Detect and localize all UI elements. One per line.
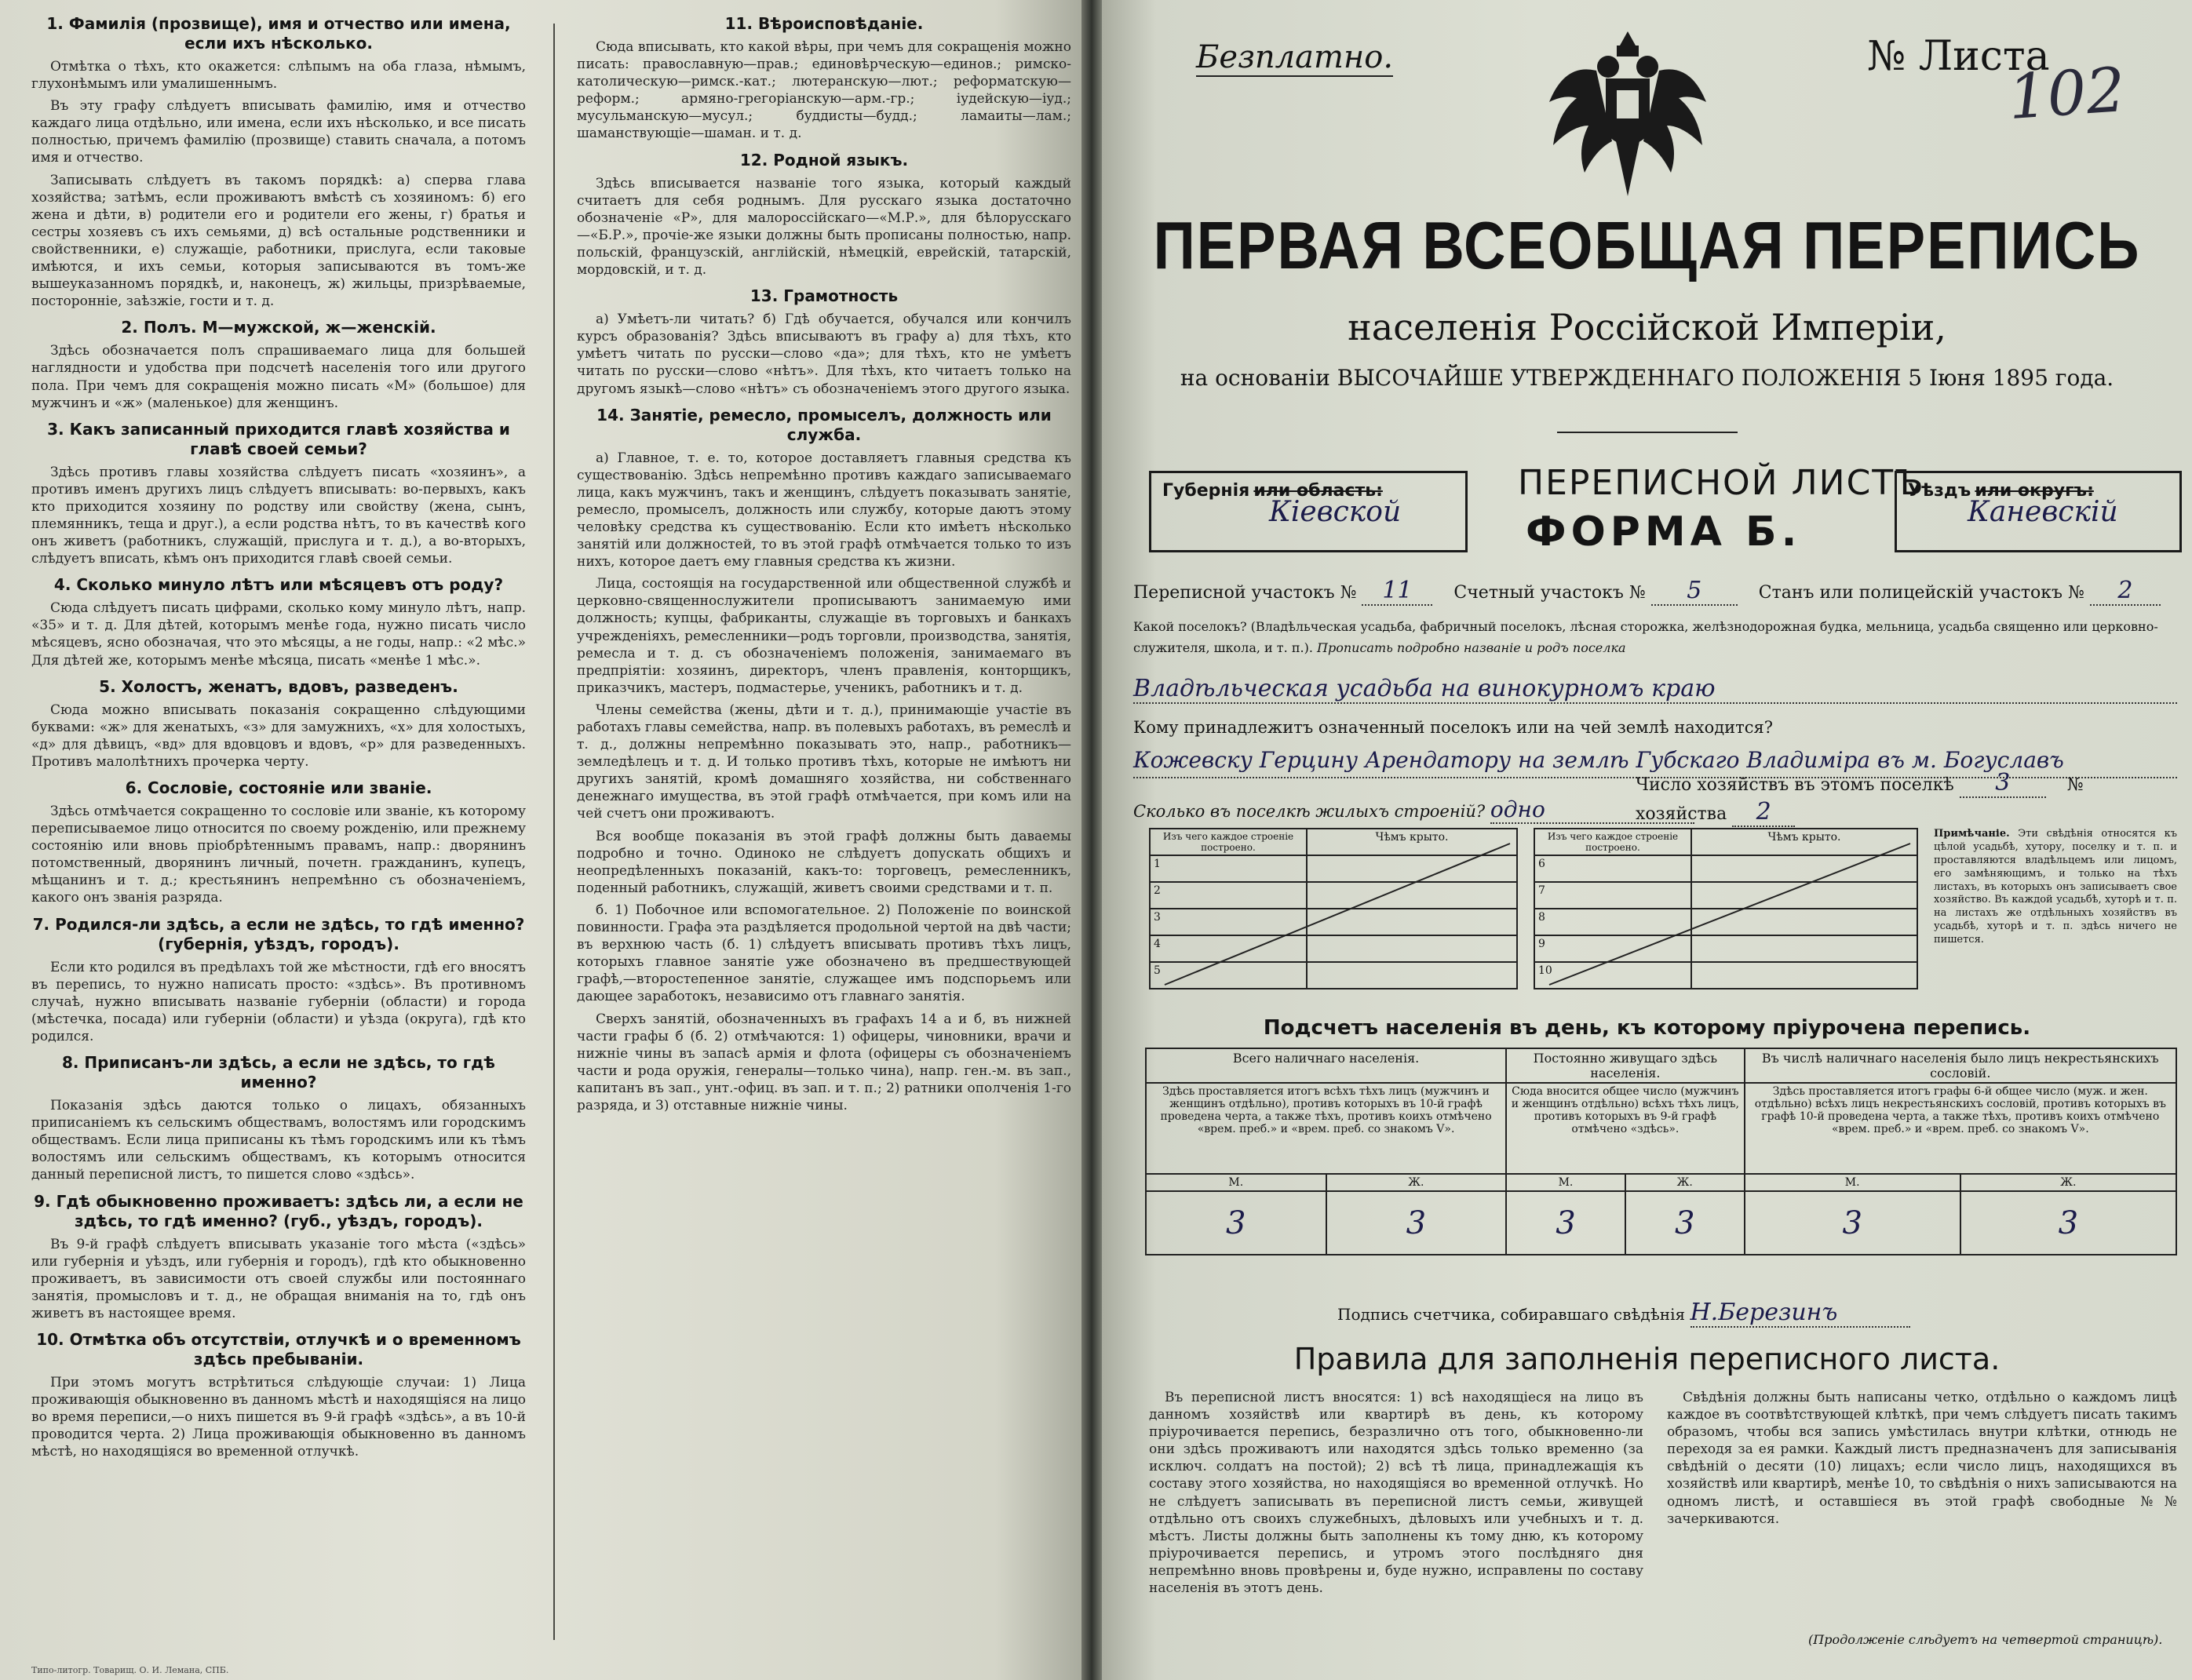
section-text: Здѣсь отмѣчается сокращенно то сословіе или званіе, къ которому переписываемое лицо относится по своему рожденію, или прежнему состоянію или вновь пріобрѣтеннымъ правамъ, напр.: дворянинъ потомственный, дворянинъ личный, почетн. гражданинъ, купецъ, мѣщанинъ и т. д.; крестьянинъ непремѣнно съ обозначеніемъ, какого онъ званія разряда.: [31, 804, 526, 906]
row-10: 10: [1534, 962, 1691, 989]
col-roof: Чѣмъ крыто.: [1691, 829, 1917, 855]
male-label: М.: [1506, 1174, 1625, 1191]
count-label: Счетный участокъ №: [1453, 583, 1646, 603]
column-divider: [553, 24, 555, 1640]
section-text: Здѣсь противъ главы хозяйства слѣдуетъ писать «хозяинъ», а противъ именъ другихъ лицъ слѣдуетъ вписывать: во-первыхъ, какъ кто приходится хозяину по родству или свойству (жена, сынъ, племянникъ, теща и друг.), а если родства нѣтъ, то въ качествѣ кого онъ живетъ (работникъ, служащій, прислуга и т. д.), а во-вторыхъ, слѣдуетъ вписать, кѣмъ онъ приходится главѣ своей семьи.: [31, 464, 526, 567]
summary-desc-total: Здѣсь проставляется итогъ всѣхъ тѣхъ лицъ (мужчинъ и женщинъ отдѣльно), противъ которыхъ въ 10-й графѣ проведена черта, а также тѣхъ, противъ коихъ отмѣчено «врем. преб.» и «врем. преб. со знакомъ V».: [1146, 1083, 1506, 1174]
page-title: ПЕРВАЯ ВСЕОБЩАЯ ПЕРЕПИСЬ: [1153, 207, 2141, 283]
total-female-count: 3: [1326, 1191, 1507, 1255]
strike-line-a: [1149, 828, 1518, 993]
section-heading: 11. Вѣроисповѣданіе.: [724, 14, 924, 33]
section-text: Показанія здѣсь даются только о лицахъ, обязанныхъ приписаніемъ къ сельскимъ обществамъ, волостямъ или городскимъ обществамъ. Если лица приписаны къ тѣмъ городскимъ или къ тѣмъ волостямъ или сельскимъ обществамъ, къ которымъ относится данный переписной листъ, то пишется слово «здѣсь».: [31, 1098, 526, 1183]
female-label: Ж.: [1326, 1174, 1507, 1191]
uezd-box: [1895, 471, 2182, 552]
section-text: б. 1) Побочное или вспомогательное. 2) Положеніе по воинской повинности. Графа эта раздѣляется продольной чертой на двѣ части; въ верхнюю часть (б. 1) слѣдуетъ вписывать противъ тѣхъ лицъ, которыхъ главное занятіе уже обозначено въ предшествующей графѣ,—второстепенное занятіе, служащее имъ подспорьемъ или дающее заработокъ, независимо отъ главнаго занятія.: [577, 902, 1071, 1005]
stan-label: Станъ или полицейскій участокъ №: [1758, 583, 2084, 603]
row-1: 1: [1150, 855, 1307, 882]
section-text: Сюда вписывать, кто какой вѣры, при чемъ для сокращенія можно писать: православную—прав.; единовѣрческую—единов.; римско-католическую—римск.-кат.; лютеранскую—лют.; реформатскую—реформ.; армяно-грегоріанскую—арм.-гр.; іудейскую—іуд.; мусульманскую—мусул.; буддисты—будд.; ламаиты—лам.; шаманствующіе—шаман. и т. д.: [577, 39, 1071, 142]
row-9: 9: [1534, 935, 1691, 962]
buildings-table-left: [1149, 828, 1518, 989]
instructions-column-right: [577, 6, 1071, 1646]
section-heading: 10. Отмѣтка объ отсутствіи, отлучкѣ и о временномъ здѣсь пребываніи.: [36, 1329, 521, 1368]
section-text: а) Главное, т. е. то, которое доставляетъ главныя средства къ существованію. Здѣсь непремѣнно противъ каждаго записываемаго лица, какъ мужчинъ, такъ и женщинъ, слѣдуетъ показывать занятіе, ремесло, промыселъ, должность или службу, которые даютъ этому человѣку средства къ существованію. Если кто имѣетъ нѣсколько занятій или должностей, то въ этой графѣ отмѣчается только то изъ нихъ, которое даетъ ему главныя средства къ жизни.: [577, 450, 1071, 570]
section-heading: 3. Какъ записанный приходится главѣ хозяйства и главѣ своей семьи?: [47, 419, 510, 458]
section-text: Сюда можно вписывать показанія сокращенно слѣдующими буквами: «ж» для женатыхъ, «з» для замужнихъ, «х» для холостыхъ, «д» для дѣвицъ, «вд» для вдовцовъ и вдовъ, «р» для разведенныхъ. Противъ малолѣтнихъ прочерка черту.: [31, 702, 526, 770]
section-text: Если кто родился въ предѣлахъ той же мѣстности, гдѣ его вносятъ въ перепись, то нужно написать просто: «здѣсь». Въ противномъ случаѣ, нужно вписывать названіе губерніи (области) и города (мѣстечка, посада) или губерніи (области) и уѣзда (округа), гдѣ кто родился.: [31, 959, 526, 1044]
summary-head-nonpeasant: Въ числѣ наличнаго населенія было лицъ некрестьянскихъ сословій.: [1745, 1048, 2176, 1083]
buildings-label: Сколько въ поселкѣ жилыхъ строеній?: [1133, 802, 1486, 821]
uezd-value: Каневскій: [1968, 496, 2118, 528]
guberniya-label: Губернія: [1162, 481, 1250, 501]
row-3: 3: [1150, 909, 1307, 935]
summary-head-permanent: Постоянно живущаго здѣсь населенія.: [1506, 1048, 1744, 1083]
permanent-male-count: 3: [1506, 1191, 1625, 1255]
household-no-label: № хозяйства: [1636, 775, 2084, 824]
section-text: Сверхъ занятій, обозначенныхъ въ графахъ 14 а и б, въ нижней части графы б (б. 2) отмѣчаются: 1) офицеры, чиновники, врачи и нижніе чины въ запасѣ армія и флота (офицеры съ обозначеніемъ части и рода оружія, генералы—только чина), напр. ген.-м. въ зап., капитанъ въ зап., унт.-офиц. въ зап. и т. п.; 2) ратники ополченія 1-го разряда, и 3) отставные нижніе чины.: [577, 1011, 1071, 1113]
male-label: М.: [1146, 1174, 1326, 1191]
left-page: [0, 0, 1081, 1680]
rules-title: Правила для заполненія переписного листа.: [1293, 1342, 2001, 1376]
section-heading: 5. Холостъ, женатъ, вдовъ, разведенъ.: [99, 676, 458, 696]
summary-desc-nonpeasant: Здѣсь проставляется итогъ графы 6-й общее число (муж. и жен. отдѣльно) всѣхъ лицъ некрестьянскихъ сословій, противъ которыхъ въ графѣ 10-й проведена черта, а также тѣхъ, противъ коихъ отмѣчено «врем. преб.» и «врем. преб. со знакомъ V».: [1745, 1083, 2176, 1174]
guberniya-label-struck: или область:: [1253, 481, 1383, 501]
signature-label: Подпись счетчика, собиравшаго свѣдѣнія: [1337, 1305, 1686, 1324]
rules-column-right: [1667, 1389, 2177, 1624]
section-text: Сюда слѣдуетъ писать цифрами, сколько кому минуло лѣтъ, напр. «35» и т. д. Для дѣтей, которымъ менѣе года, нужно писать число мѣсяцевъ, ясно обозначая, что это мѣсяцы, а не годы, напр.: «2 мѣс.» Для дѣтей же, которымъ менѣе мѣсяца, писать «менѣе 1 мѣс.».: [31, 600, 526, 669]
uezd-label-struck: или округъ:: [1975, 481, 2094, 501]
section-heading: 14. Занятіе, ремесло, промыселъ, должность или служба.: [596, 405, 1052, 444]
sheet-number-value: 102: [2006, 54, 2128, 134]
settlement-value: Владѣльческая усадьба на винокурномъ краю: [1133, 675, 2177, 704]
female-label: Ж.: [1960, 1174, 2176, 1191]
section-text: Отмѣтка о тѣхъ, кто окажется: слѣпымъ на оба глаза, нѣмымъ, глухонѣмымъ или умалишеннымъ.: [31, 59, 526, 93]
section-heading: 1. Фамилія (прозвище), имя и отчество или имена, если ихъ нѣсколько.: [46, 14, 511, 53]
female-label: Ж.: [1625, 1174, 1745, 1191]
section-heading: 2. Полъ. М—мужской, ж—женскій.: [121, 318, 436, 337]
section-text: Здѣсь обозначается полъ спрашиваемаго лица для большей наглядности и удобства при подсчетѣ населенія того или другого пола. При чемъ для сокращенія можно писать «М» (большое) для мужчинъ и «ж» (маленькое) для женщинъ.: [31, 343, 526, 411]
section-text: Здѣсь вписывается названіе того языка, который каждый считаетъ для себя роднымъ. Для русскаго языка достаточно обозначеніе «Р», для малороссійскаго—«М.Р.», для бѣлорусскаго—«Б.Р.», прочіе-же языки должны быть прописаны полностью, напр. польскій, французскій, англійскій, нѣмецкій, еврейскій, татарскій, мордовскій, и т. д.: [577, 175, 1071, 279]
guberniya-box: [1149, 471, 1468, 552]
section-text: Вся вообще показанія въ этой графѣ должны быть даваемы подробно и точно. Одиноко не слѣдуетъ допускать общихъ и неопредѣленныхъ показаній, какъ-то: торговецъ, ремесленникъ, поденный работникъ, служащій, живетъ своими средствами и т. п.: [577, 828, 1071, 896]
summary-desc-permanent: Сюда вносится общее число (мужчинъ и женщинъ отдѣльно) всѣхъ тѣхъ лицъ, противъ которыхъ въ 9-й графѣ отмѣчено «здѣсь».: [1506, 1083, 1744, 1174]
instructions-column-left: [31, 6, 526, 1646]
precinct-value: 11: [1362, 577, 1432, 606]
row-2: 2: [1150, 882, 1307, 909]
signature-value: Н.Березинъ: [1691, 1299, 1910, 1328]
note-text: Эти свѣдѣнія относятся къ цѣлой усадьбѣ, хутору, поселку и т. п. и проставляются владѣльцемъ или лицомъ, его замѣняющимъ, и только на тѣхъ листахъ, въ которыхъ онъ записываетъ свое хозяйство. Въ каждой усадьбѣ, хуторѣ и т. п. на листахъ же отдѣльныхъ хозяйствъ въ усадьбѣ, хуторѣ и т. п. здѣсь ничего не пишется.: [1934, 828, 2177, 946]
summary-head-total: Всего наличнаго населенія.: [1146, 1048, 1506, 1083]
precinct-label: Переписной участокъ №: [1133, 583, 1357, 603]
signature-row: [1337, 1299, 2122, 1328]
section-text: При этомъ могутъ встрѣтиться слѣдующіе случаи: 1) Лица проживающія обыкновенно въ данномъ мѣстѣ и находящіяся на лицо во время переписи,—о нихъ пишется въ 9-й графѣ «здѣсь», а въ 10-й проводится черта. 2) Лица проживающія обыкновенно въ данномъ мѣстѣ, но находящіяся во временной отлучкѣ.: [31, 1374, 526, 1460]
row-8: 8: [1534, 909, 1691, 935]
section-heading: 4. Сколько минуло лѣтъ или мѣсяцевъ отъ роду?: [53, 575, 504, 595]
book-gutter: [1081, 0, 1102, 1680]
nonpeasant-female-count: 3: [1960, 1191, 2176, 1255]
stan-value: 2: [2090, 577, 2161, 606]
note-title: Примѣчаніе.: [1934, 828, 2010, 840]
page-subtitle-decree: на основаніи ВЫСОЧАЙШЕ УТВЕРЖДЕННАГО ПОЛОЖЕНІЯ 5 Іюня 1895 года.: [1180, 365, 2114, 391]
household-no-value: 2: [1732, 798, 1795, 827]
double-headed-eagle-emblem: [1541, 24, 1714, 212]
buildings-table-right: [1534, 828, 1918, 989]
continue-note: (Продолженіе слѣдуетъ на четвертой страницѣ).: [1808, 1632, 2163, 1647]
printer-imprint: Типо-литогр. Товарищ. О. И. Лемана, СПБ.: [31, 1665, 229, 1675]
male-label: М.: [1745, 1174, 1960, 1191]
section-text: Записывать слѣдуетъ въ такомъ порядкѣ: а) сперва глава хозяйства; затѣмъ, если проживаютъ вмѣстѣ съ хозяиномъ: б) его жена и дѣти, в) родители его и родители его жены, г) братья и сестры хозяевъ съ ихъ семьями, д) всѣ остальные родственники и свойственники, е) служащіе, работники, прислуга, если таковые имѣются, и ихъ семьи, которыя записываются въ томъ-же вышеуказанномъ порядкѣ, и, наконецъ, ж) жильцы, призрѣваемые, посторонніе, заѣзжіе, гости и т. д.: [31, 172, 526, 310]
guberniya-value: Кіевской: [1269, 496, 1402, 528]
section-text: Въ 9-й графѣ слѣдуетъ вписывать указаніе того мѣста («здѣсь» или губернія и уѣздъ, или губернія и городъ), гдѣ кто обыкновенно проживаетъ, въ зависимости отъ своей службы или постояннаго занятія, промысловъ и т. д., не обращая вниманія на то, гдѣ онъ живетъ въ настоящее время.: [31, 1236, 526, 1321]
census-form-page: [1102, 0, 2192, 1680]
section-text: Члены семейства (жены, дѣти и т. д.), принимающіе участіе въ работахъ главы семейства, напр. въ полевыхъ работахъ, въ ремеслѣ и т. д., должны непремѣнно показывать это, напр., работникъ—земледѣлецъ и т. д. И только противъ тѣхъ, которые не имѣютъ ни другихъ занятій, кромѣ домашняго хозяйства, ни собственнаго денежнаго имущества, въ этой графѣ отмѣчается, при комъ или на чей счетъ они проживаютъ.: [577, 702, 1071, 822]
buildings-note: [1934, 828, 2177, 947]
settlement-note: Прописать подробно названіе и родъ поселка: [1317, 640, 1626, 656]
section-text: а) Умѣетъ-ли читать? б) Гдѣ обучается, обучался или кончилъ курсъ образованія? Здѣсь вписываютъ въ графу а) для тѣхъ, кто умѣетъ читать по русски—слово «да»; для тѣхъ, кто не умѣетъ читать по русски—слово «нѣтъ». Для тѣхъ, кто читаетъ только на другомъ языкѣ—слово «нѣтъ» съ обозначеніемъ этого другого языка.: [577, 312, 1071, 397]
section-heading: 9. Гдѣ обыкновенно проживаетъ: здѣсь ли, а если не здѣсь, то гдѣ именно? (губ., уѣздъ, городъ).: [34, 1191, 523, 1230]
col-material: Изъ чего каждое строеніе построено.: [1534, 829, 1691, 855]
settlement-label: Какой поселокъ? (Владѣльческая усадьба, фабричный поселокъ, лѣсная сторожка, желѣзнодорожная будка, мельница, усадьба священно или церковно-служителя, школа, и т. п.).: [1133, 619, 2158, 656]
section-heading: 12. Родной языкъ.: [739, 150, 909, 169]
summary-title: Подсчетъ населенія въ день, къ которому пріурочена перепись.: [1263, 1016, 2031, 1040]
section-text: Лица, состоящія на государственной или общественной службѣ и церковно-священнослужители прописываютъ занимаемую ими должность; купцы, фабриканты, служащіе въ торговыхъ и банкахъ учрежденіяхъ, ремесленники—родъ торговли, производства, занятія, ремесла и т. д. съ обозначеніемъ положенія, занимаемаго въ предпріятіи: хозяинъ, директоръ, членъ правленія, конторщикъ, приказчикъ, мастеръ, подмастерье, ученикъ, работникъ и т. д.: [577, 576, 1071, 696]
section-heading: 6. Сословіе, состояніе или званіе.: [125, 778, 432, 797]
uezd-label: Уѣздъ: [1908, 481, 1971, 501]
precinct-row: [1133, 577, 2177, 606]
buildings-value: одно: [1490, 796, 1694, 824]
permanent-female-count: 3: [1625, 1191, 1745, 1255]
rules-text-right: Свѣдѣнія должны быть написаны четко, отдѣльно о каждомъ лицѣ каждое въ соотвѣтствующей клѣткѣ, при чемъ слѣдуетъ писать такимъ образомъ, чтобы вся запись умѣстилась внутри клѣтки, отнюдь не переходя за ея рамки. Каждый листъ предназначенъ для записыванія свѣдѣній о десяти (10) лицахъ; если число лицъ, находящихся въ хозяйствѣ или квартирѣ, менѣе 10, то свѣдѣнія о нихъ записываются на одномъ листѣ, и оставшіеся въ этой графѣ свободные №№ зачеркиваются.: [1667, 1390, 2177, 1527]
form-title: ПЕРЕПИСНОЙ ЛИСТЪ: [1518, 463, 1925, 503]
nonpeasant-male-count: 3: [1745, 1191, 1960, 1255]
households-value: 3: [1960, 769, 2046, 798]
col-material: Изъ чего каждое строеніе построено.: [1150, 829, 1307, 855]
col-roof: Чѣмъ крыто.: [1307, 829, 1517, 855]
population-summary-table: [1145, 1048, 2177, 1255]
owner-label: Кому принадлежитъ означенный поселокъ или на чей землѣ находится?: [1133, 718, 1774, 737]
section-heading: 8. Приписанъ-ли здѣсь, а если не здѣсь, то гдѣ именно?: [61, 1053, 496, 1092]
total-male-count: 3: [1146, 1191, 1326, 1255]
form-name: ФОРМА Б.: [1526, 508, 1802, 556]
section-heading: 7. Родился-ли здѣсь, а если не здѣсь, то гдѣ именно? (губернія, уѣздъ, городъ).: [32, 914, 525, 953]
strike-line-b: [1534, 828, 1918, 993]
buildings-row: [1133, 796, 2177, 824]
count-value: 5: [1651, 577, 1738, 606]
households-label: Число хозяйствъ въ этомъ поселкѣ: [1636, 775, 1954, 795]
section-heading: 13. Грамотность: [750, 286, 899, 306]
rules-text-left: Въ переписной листъ вносятся: 1) всѣ находящіеся на лицо въ данномъ хозяйствѣ или квартирѣ въ день, къ которому пріурочивается перепись, безразлично отъ того, обыкновенно-ли они здѣсь проживаютъ или находятся здѣсь только временно (за исключ. солдатъ на постой); 2) всѣ тѣ лица, принадлежащія къ составу этого хозяйства, но находящіяся во временной отлучкѣ. Но не слѣдуетъ записывать въ переписной листъ семьи, живущей отдѣльно отъ своихъ служебныхъ, дѣловыхъ или учебныхъ и т. д. мѣстъ. Листы должны быть заполнены къ тому дню, къ которому пріурочивается перепись, и утромъ этого послѣдняго дня непремѣнно вновь провѣрены и, буде нужно, исправлены по составу населенія въ этотъ день.: [1149, 1390, 1643, 1597]
row-7: 7: [1534, 882, 1691, 909]
page-subtitle: населенія Россійской Имперіи,: [1348, 306, 1946, 348]
title-rule: [1557, 432, 1738, 433]
row-6: 6: [1534, 855, 1691, 882]
sheet-number-label: № Листа: [1867, 33, 2050, 80]
free-label: Безплатно.: [1196, 39, 1394, 75]
rules-column-left: [1149, 1389, 1643, 1656]
section-text: Въ эту графу слѣдуетъ вписывать фамилію, имя и отчество каждаго лица отдѣльно, или имена, если ихъ нѣсколько, и все писать полностью, причемъ фамилію (прозвище) ставить сначала, а потомъ имя и отчество.: [31, 98, 526, 166]
row-4: 4: [1150, 935, 1307, 962]
owner-value: Кожевску Герцину Арендатору на землѣ Губскаго Владиміра въ м. Богуславъ: [1133, 744, 2177, 778]
row-5: 5: [1150, 962, 1307, 989]
settlement-row: [1133, 616, 2177, 658]
